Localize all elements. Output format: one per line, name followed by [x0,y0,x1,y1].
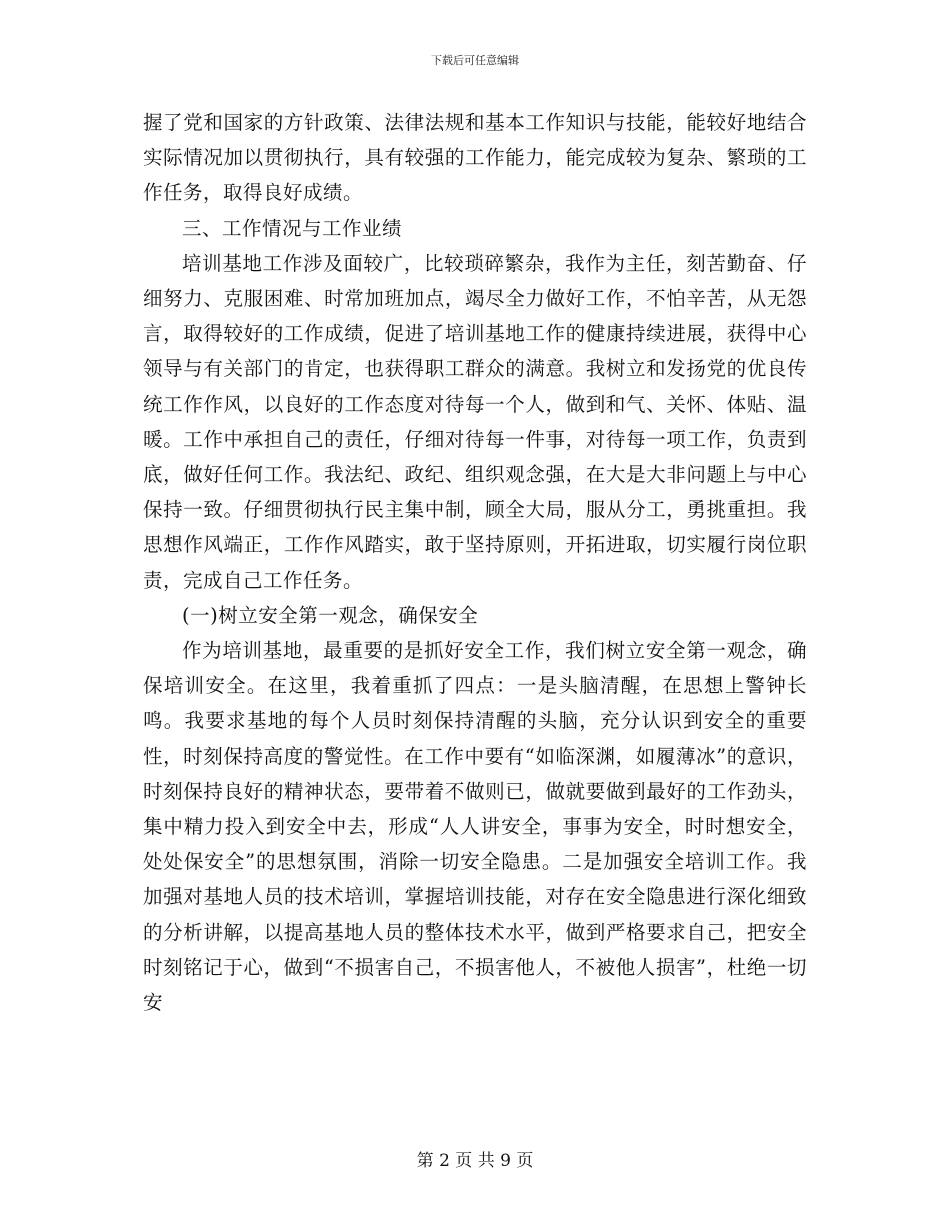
paragraph: 培训基地工作涉及面较广，比较琐碎繁杂，我作为主任，刻苦勤奋、仔细努力、克服困难、时常加班加点，竭尽全力做好工作，不怕辛苦，从无怨言，取得较好的工作成绩，促进了培训基地工作的健康持续进展，获得中心领导与有关部门的肯定，也获得职工群众的满意。我树立和发扬党的优良传统工作作风，以良好的工作态度对待每一个人，做到和气、关怀、体贴、温暖。工作中承担自己的责任，仔细对待每一件事，对待每一项工作，负责到底，做好任何工作。我法纪、政纪、组织观念强，在大是大非问题上与中心保持一致。仔细贯彻执行民主集中制，顾全大局，服从分工，勇挑重担。我思想作风端正，工作作风踏实，敢于坚持原则，开拓进取，切实履行岗位职责，完成自己工作任务。 [143,251,807,592]
document-body [143,105,807,1020]
paragraph-continuation: 握了党和国家的方针政策、法律法规和基本工作知识与技能，能较好地结合实际情况加以贯彻执行，具有较强的工作能力，能完成较为复杂、繁琐的工作任务，取得良好成绩。 [143,111,807,205]
page-header: 下载后可任意编辑 [431,54,519,67]
paragraph: 作为培训基地，最重要的是抓好安全工作，我们树立安全第一观念，确保培训安全。在这里，我着重抓了四点：一是头脑清醒，在思想上警钟长鸣。我要求基地的每个人员时刻保持清醒的头脑，充分认识到安全的重要性，时刻保持高度的警觉性。在工作中要有“如临深渊，如履薄冰”的意识，时刻保持良好的精神状态，要带着不做则已，做就要做到最好的工作劲头，集中精力投入到安全中去，形成“人人讲安全，事事为安全，时时想安全，处处保安全”的思想氛围，消除一切安全隐患。二是加强安全培训工作。我加强对基地人员的技术培训，掌握培训技能，对存在安全隐患进行深化细致的分析讲解，以提高基地人员的整体技术水平，做到严格要求自己，把安全时刻铭记于心，做到“不损害自己，不损害他人，不被他人损害”，杜绝一切安 [143,639,807,1015]
section-heading: 三、工作情况与工作业绩 [182,216,403,240]
page-number: 第 2 页 共 9 页 [416,1151,534,1171]
subsection-heading: (一)树立安全第一观念，确保安全 [182,603,479,627]
